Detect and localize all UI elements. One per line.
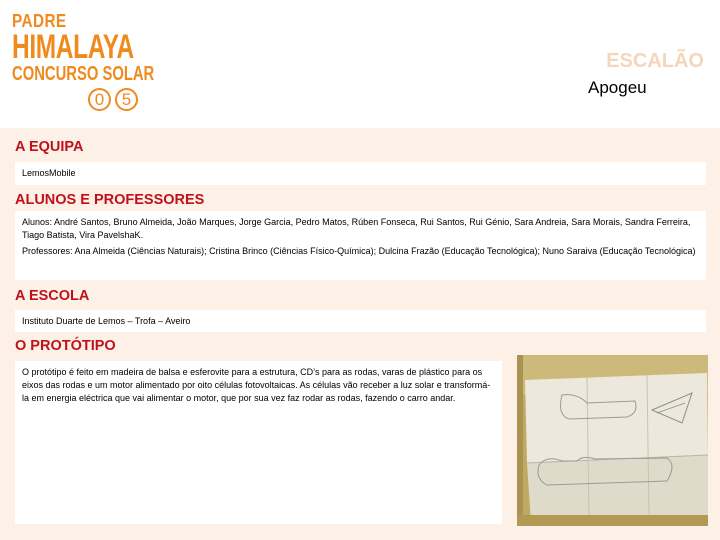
logo-edition <box>88 88 138 111</box>
prototype-photo-image <box>517 355 708 526</box>
logo-concurso-solar: CONCURSO SOLAR <box>12 63 155 85</box>
padre-himalaya-logo <box>12 11 155 116</box>
professores-text: Professores: Ana Almeida (Ciências Naturais); Cristina Brinco (Ciências Físico-Química); Dulcina Frazão (Educação Tecnológica); Nuno Saraiva (Educação Tecnológica) <box>22 246 696 256</box>
prototype-photo <box>517 355 708 526</box>
escola-text: Instituto Duarte de Lemos – Trofa – Aveiro <box>22 316 191 326</box>
logo-digit-0: 0 <box>88 88 111 111</box>
logo-digit-5: 5 <box>115 88 138 111</box>
equipa-box <box>15 162 706 185</box>
alunos-box <box>15 211 706 280</box>
logo-himalaya: HIMALAYA <box>12 28 134 66</box>
escalao-label: ESCALÃO <box>606 50 704 72</box>
header <box>0 0 720 128</box>
escola-box <box>15 310 706 332</box>
alunos-text: Alunos: André Santos, Bruno Almeida, João Marques, Jorge Garcia, Pedro Matos, Rúben Fonseca, Rui Santos, Rui Génio, Sara Andreia, Sara Morais, Sandra Ferreira, Tiago Batista, Vira PavelshaK. <box>22 217 691 240</box>
prototipo-text: O protótipo é feito em madeira de balsa e esferovite para a estrutura, CD’s para as rodas, varas de plástico para os eixos das rodas e um motor alimentado por oito células fotovoltaicas. As células vão receber a luz solar e transformá-la em energia eléctrica que vai alimentar o motor, que por sua vez faz rodar as rodas, fazendo o carro andar. <box>22 367 491 403</box>
section-title-alunos: ALUNOS E PROFESSORES <box>15 192 205 208</box>
section-title-equipa: A EQUIPA <box>15 139 84 155</box>
section-title-prototipo: O PROTÓTIPO <box>15 338 116 354</box>
escalao-value: Apogeu <box>588 78 647 97</box>
section-title-escola: A ESCOLA <box>15 288 90 304</box>
equipa-text: LemosMobile <box>22 168 76 178</box>
prototipo-box <box>15 361 502 524</box>
logo-padre: PADRE <box>12 11 67 31</box>
